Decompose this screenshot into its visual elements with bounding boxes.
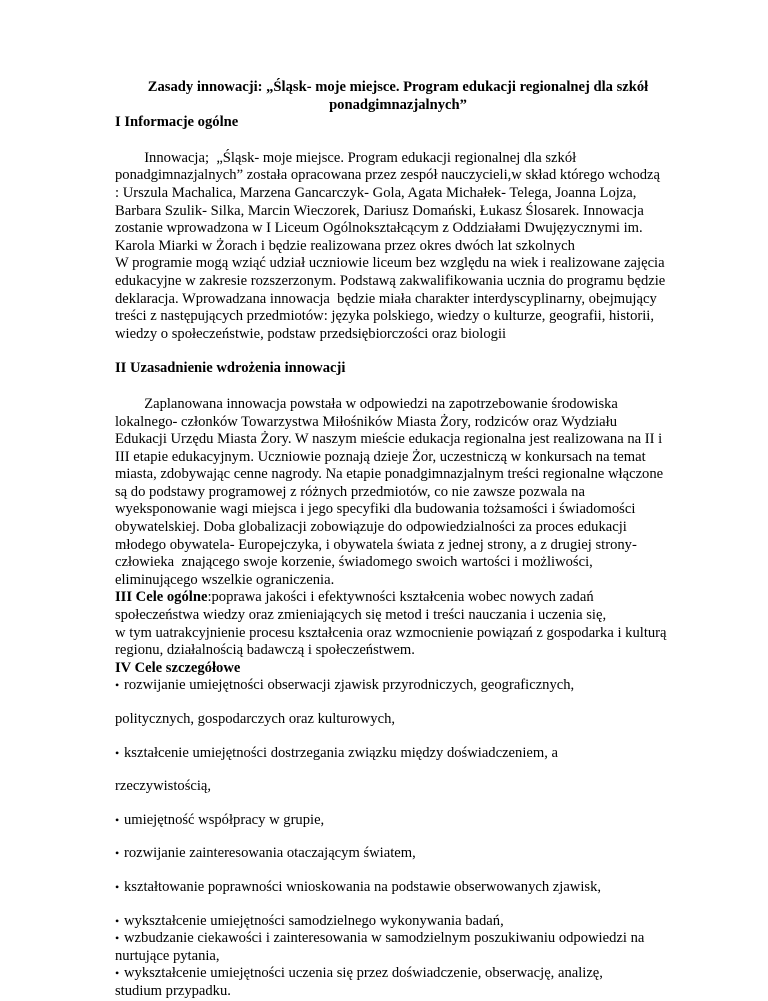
text-line: Innowacja; „Śląsk- moje miejsce. Program edukacji regionalnej dla szkół xyxy=(115,149,577,166)
list-item-text: wykształcenie umiejętności samodzielnego wykonywania badań, xyxy=(124,912,504,929)
list-item-text: rozwijanie zainteresowania otaczającym światem, xyxy=(124,845,416,862)
spacer xyxy=(115,863,677,879)
spacer xyxy=(115,762,677,778)
text-line: człowieka znającego swoje korzenie, świadomego swoich wartości i możliwości, xyxy=(115,554,593,571)
list-item-text: umiejętność współpracy w grupie, xyxy=(124,811,325,828)
text-line: lokalnego- członków Towarzystwa Miłośników Miasta Żory, rodziców oraz Wydziału xyxy=(115,413,617,430)
section-justification-body xyxy=(115,396,677,590)
bullet-icon: • xyxy=(115,966,120,981)
text-line: wyeksponowanie wagi miejsca i jego specyfiki dla budowania tożsamości i świadomości xyxy=(115,501,636,518)
bullet-icon: • xyxy=(115,846,120,861)
text-line: edukacyjne w zakresie rozszerzonym. Podstawą zakwalifikowania ucznia do programu będzie xyxy=(115,272,666,289)
list-item-text: wzbudzanie ciekawości i zainteresowania w samodzielnym poszukiwaniu odpowiedzi na xyxy=(124,930,645,947)
list-item xyxy=(115,965,677,983)
spacer xyxy=(115,695,677,711)
document-title xyxy=(115,79,677,114)
bullet-icon: • xyxy=(115,812,120,827)
list-item xyxy=(115,879,677,897)
spacer xyxy=(115,343,677,360)
text-line: Zaplanowana innowacja powstała w odpowiedzi na zapotrzebowanie środowiska xyxy=(115,395,618,412)
spacer xyxy=(115,796,677,812)
section-general-goals xyxy=(115,589,677,659)
general-goals-first-line xyxy=(115,589,677,607)
text-line: Edukacji Urzędu Miasta Żory. W naszym mieście edukacja regionalna jest realizowana na II i xyxy=(115,431,663,448)
text-line: regionu, działalnością badawczą i społeczeństwem. xyxy=(115,642,415,659)
title-line-1: Zasady innowacji: „Śląsk- moje miejsce. Program edukacji regionalnej dla szkół xyxy=(147,79,649,95)
section-heading-general-goals: III Cele ogólne xyxy=(115,589,208,606)
list-item xyxy=(115,845,677,863)
spacer xyxy=(115,132,677,150)
list-item-continuation: nurtujące pytania, xyxy=(115,947,220,964)
text-line: są do podstawy programowej z różnych przedmiotów, co nie zawsze pozwala na xyxy=(115,483,585,500)
spacer xyxy=(115,729,677,745)
list-item-text: wykształcenie umiejętności uczenia się przez doświadczenie, obserwację, analizę, xyxy=(124,965,603,982)
list-item-continuation: rzeczywistością, xyxy=(115,778,212,795)
spacer xyxy=(115,378,677,396)
text-line: treści z następujących przedmiotów: języka polskiego, wiedzy o kulturze, geografii, historii, xyxy=(115,308,654,325)
bullet-icon: • xyxy=(115,745,120,760)
text-line: Karola Miarki w Żorach i będzie realizowana przez okres dwóch lat szkolnych xyxy=(115,237,575,254)
text-line: W programie mogą wziąć udział uczniowie liceum bez względu na wiek i realizowane zajęcia xyxy=(115,255,665,272)
section-heading-specific-goals: IV Cele szczegółowe xyxy=(115,659,241,676)
text-line: ponadgimnazjalnych” została opracowana przez zespół nauczycieli,w skład którego wchodzą xyxy=(115,167,660,184)
list-item-text: kształcenie umiejętności dostrzegania związku między doświadczeniem, a xyxy=(124,744,558,761)
text-line: : Urszula Machalica, Marzena Gancarczyk- Gola, Agata Michałek- Telega, Joanna Lojza, xyxy=(115,184,637,201)
text-fragment: :poprawa jakości i efektywności kształcenia wobec nowych zadań xyxy=(207,589,594,606)
text-line: społeczeństwa wiedzy oraz zmieniających się metod i treści nauczania i uczenia się, xyxy=(115,607,607,624)
spacer xyxy=(115,829,677,845)
list-item-text: rozwijanie umiejętności obserwacji zjawisk przyrodniczych, geograficznych, xyxy=(124,677,575,694)
text-line: obywatelskiej. Doba globalizacji zobowiązuje do odpowiedzialności za proces edukacji xyxy=(115,519,627,536)
list-item xyxy=(115,913,677,931)
list-item-continuation: politycznych, gospodarczych oraz kulturowych, xyxy=(115,711,396,727)
text-line: zostanie wprowadzona w I Liceum Ogólnokształcącym z Oddziałami Dwujęzycznymi im. xyxy=(115,220,643,237)
section-heading-justification: II Uzasadnienie wdrożenia innowacji xyxy=(115,360,346,377)
list-item-text: kształtowanie poprawności wnioskowania na podstawie obserwowanych zjawisk, xyxy=(124,878,602,895)
text-line: wiedzy o społeczeństwie, podstaw przedsiębiorczości oraz biologii xyxy=(115,325,507,342)
text-line: w tym uatrakcyjnienie procesu kształcenia oraz wzmocnienie powiązań z gospodarka i kulturą xyxy=(115,624,667,641)
text-line: III etapie edukacyjnym. Uczniowie poznają dzieje Żor, uczestniczą w konkursach na temat xyxy=(115,448,646,465)
list-item xyxy=(115,745,677,763)
list-item xyxy=(115,930,677,948)
list-item xyxy=(115,677,677,695)
title-line-2: ponadgimnazjalnych” xyxy=(329,96,467,113)
text-line: młodego obywatela- Europejczyka, i obywatela świata z jednej strony, a z drugiej strony- xyxy=(115,536,637,553)
bullet-icon: • xyxy=(115,931,120,946)
bullet-icon: • xyxy=(115,913,120,928)
section-general-info-body xyxy=(115,150,677,344)
list-item-continuation: studium przypadku. xyxy=(115,982,231,999)
bullet-icon: • xyxy=(115,879,120,894)
document-page xyxy=(115,79,677,1001)
text-line: miasta, zdobywając cenne nagrody. Na etapie ponadgimnazjalnym treści regionalne włączone xyxy=(115,466,664,483)
section-heading-general-info: I Informacje ogólne xyxy=(115,114,239,131)
spacer xyxy=(115,897,677,913)
specific-goals-list xyxy=(115,677,677,1000)
text-line: deklaracja. Wprowadzana innowacja będzie miała charakter interdyscyplinarny, obejmujący xyxy=(115,290,657,307)
bullet-icon: • xyxy=(115,678,120,693)
list-item xyxy=(115,812,677,830)
text-line: Barbara Szulik- Silka, Marcin Wieczorek, Dariusz Domański, Łukasz Ślosarek. Innowacja xyxy=(115,202,644,219)
text-line: eliminującego wszelkie ograniczenia. xyxy=(115,571,335,588)
